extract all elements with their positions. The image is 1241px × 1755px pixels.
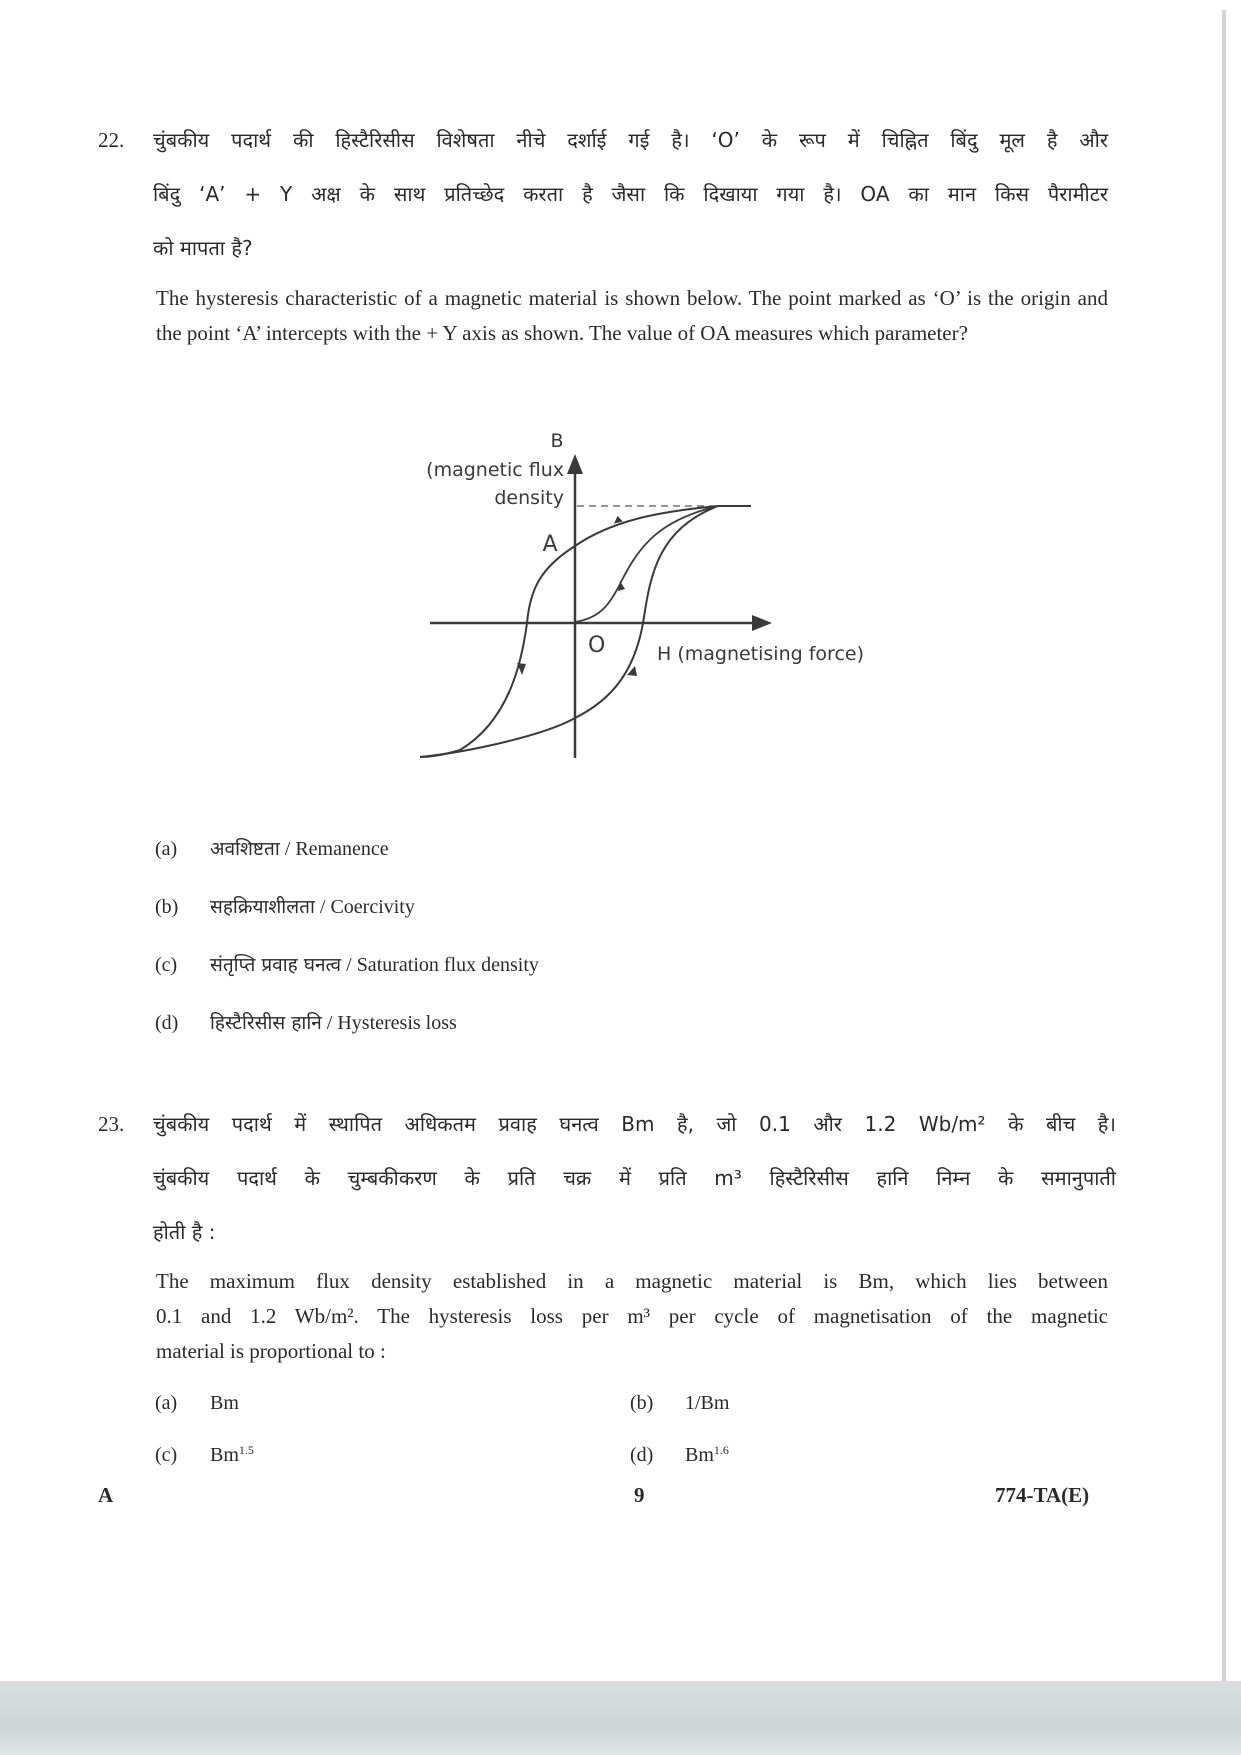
option-label: (a) xyxy=(155,1392,178,1414)
english-line: material is proportional to : xyxy=(156,1339,386,1363)
scan-border xyxy=(0,1681,1241,1755)
option-hindi: संतृप्ति प्रवाह घनत्व xyxy=(210,954,342,976)
h-axis-label: H (magnetising force) xyxy=(657,643,864,665)
option-label: (a) xyxy=(155,838,178,860)
option-exponent: 1.5 xyxy=(238,1443,254,1457)
option-label: (b) xyxy=(630,1392,654,1414)
option-value: Bm xyxy=(210,1392,239,1414)
b-axis-sublabel: (magnetic flux xyxy=(426,459,564,481)
option-label: (c) xyxy=(155,954,178,976)
option-c[interactable] xyxy=(155,1444,254,1467)
option-a[interactable] xyxy=(155,1392,239,1415)
option-value: Bm xyxy=(210,1444,239,1466)
option-b[interactable] xyxy=(155,893,415,919)
option-c[interactable] xyxy=(155,951,539,977)
question-number: 22. xyxy=(98,128,125,152)
option-english: Hysteresis loss xyxy=(337,1012,457,1034)
point-o-label: O xyxy=(588,633,606,658)
option-label: (b) xyxy=(155,896,179,918)
hindi-line: चुंबकीय पदार्थ के चुम्बकीकरण के प्रति चक्र में प्रति m³ हिस्टैरिसीस हानि निम्न के समानुपाती xyxy=(153,1166,1116,1190)
point-a-label: A xyxy=(542,532,558,557)
option-english: Remanence xyxy=(295,838,389,860)
option-label: (d) xyxy=(630,1444,654,1466)
b-axis-label: B xyxy=(550,430,564,452)
descending-branch xyxy=(420,506,718,757)
option-a[interactable] xyxy=(155,835,389,861)
option-separator: / xyxy=(314,896,331,918)
hindi-line: चुंबकीय पदार्थ में स्थापित अधिकतम प्रवाह घनत्व Bm है, जो 0.1 और 1.2 Wb/m² के बीच है। xyxy=(153,1112,1116,1136)
english-line: 0.1 and 1.2 Wb/m². The hysteresis loss per m³ per cycle of magnetisation of the magnetic xyxy=(156,1304,1108,1328)
option-hindi: सहक्रियाशीलता xyxy=(210,896,315,918)
option-separator: / xyxy=(341,954,357,976)
option-hindi: अवशिष्टता xyxy=(210,838,280,860)
english-line: The maximum flux density established in a magnetic material is Bm, which lies between xyxy=(156,1269,1108,1293)
hindi-line: होती है : xyxy=(153,1220,216,1244)
hysteresis-loop-figure xyxy=(0,0,1241,800)
option-b[interactable] xyxy=(630,1392,729,1415)
footer-paper-code: 774-TA(E) xyxy=(995,1483,1090,1507)
question-english-text xyxy=(156,1264,1108,1369)
option-english: Coercivity xyxy=(330,896,415,918)
option-label: (d) xyxy=(155,1012,179,1034)
option-english: Saturation flux density xyxy=(356,954,539,976)
hindi-line: को मापता है? xyxy=(153,236,253,260)
option-d[interactable] xyxy=(630,1444,729,1467)
question-number: 23. xyxy=(98,1112,125,1136)
option-exponent: 1.6 xyxy=(713,1443,729,1457)
option-separator: / xyxy=(321,1012,338,1034)
question-english-text: The hysteresis characteristic of a magnetic material is shown below. The point marked as ‘O’ is the origin and the point ‘A’ intercepts with the + Y axis as shown. The value of OA measures which parameter? xyxy=(156,286,1108,345)
footer-page-number: 9 xyxy=(634,1483,645,1507)
option-separator: / xyxy=(279,838,296,860)
footer-series-code: A xyxy=(98,1483,114,1507)
option-value: 1/Bm xyxy=(685,1392,730,1414)
hindi-line: बिंदु ‘A’ + Y अक्ष के साथ प्रतिच्छेद करता है जैसा कि दिखाया गया है। OA का मान किस पैरामीटर xyxy=(153,182,1108,206)
option-label: (c) xyxy=(155,1444,178,1466)
option-d[interactable] xyxy=(155,1009,457,1035)
hindi-line: चुंबकीय पदार्थ की हिस्टैरिसीस विशेषता नीचे दर्शाई गई है। ‘O’ के रूप में चिह्नित बिंदु मूल है और xyxy=(153,128,1108,152)
question-hindi-text xyxy=(153,1097,1116,1259)
ascending-branch xyxy=(420,506,718,757)
option-value: Bm xyxy=(685,1444,714,1466)
option-hindi: हिस्टैरिसीस हानि xyxy=(210,1012,322,1034)
b-axis-sublabel: density xyxy=(494,487,564,509)
